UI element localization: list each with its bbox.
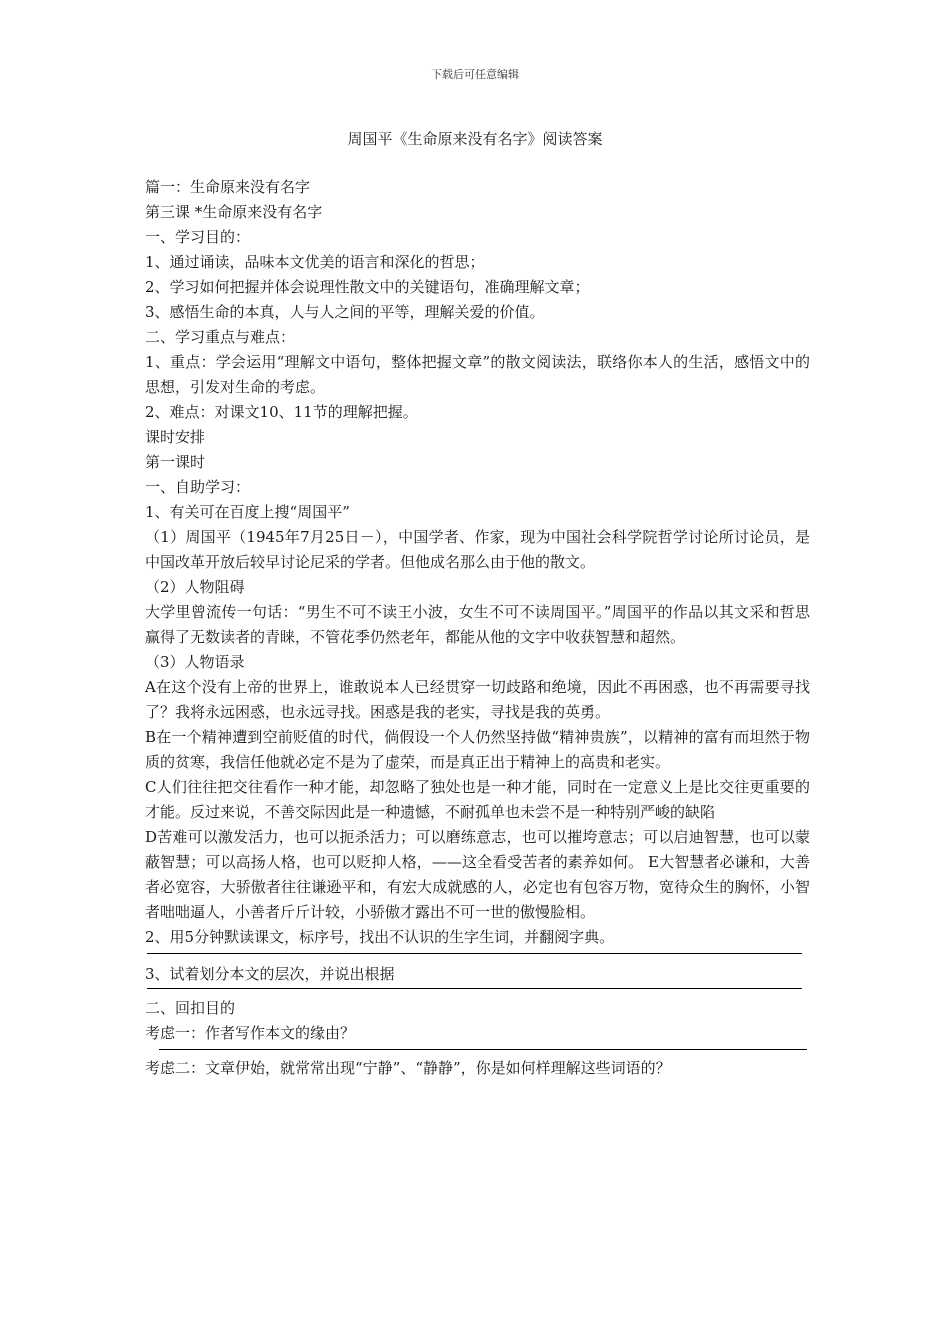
goal-item: 2、学习如何把握并体会说理性散文中的关键语句，准确理解文章； xyxy=(145,278,590,296)
goal-item: 1、通过诵读，品味本文优美的语言和深化的哲思； xyxy=(145,253,485,271)
study-item: 1、有关可在百度上搜“周国平” xyxy=(145,503,350,521)
author-intro: （1）周国平（1945年7月25日－），中国学者、作家，现为中国社会科学院哲学讨论所讨论员，是中国改革开放后较早讨论尼采的学者。但他成名那么由于他的散文。 xyxy=(145,528,810,571)
page-header: 下载后可任意编辑 xyxy=(431,68,519,81)
subheading-quotes: （3）人物语录 xyxy=(145,653,245,671)
answer-blank-line xyxy=(147,953,802,954)
quote-c: C人们往往把交往看作一种才能，却忽略了独处也是一种才能，同时在一定意义上是比交往更重要的才能。反过来说，不善交际因此是一种遗憾，不耐孤单也未尝不是一种特别严峻的缺陷 xyxy=(145,778,810,821)
section-heading: 篇一：生命原来没有名字 xyxy=(145,178,311,196)
subheading-influence: （2）人物阻碍 xyxy=(145,578,245,596)
quote-a: A在这个没有上帝的世界上，谁敢说本人已经贯穿一切歧路和绝境，因此不再困惑，也不再需要寻找了？我将永远困惑，也永远寻找。困惑是我的老实，寻找是我的英勇。 xyxy=(145,678,810,721)
quote-b: B在一个精神遭到空前贬值的时代，倘假设一个人仍然坚持做“精神贵族”，以精神的富有而坦然于物质的贫寒，我信任他就必定不是为了虚荣，而是真正出于精神上的高贵和老实。 xyxy=(145,728,810,771)
influence-paragraph: 大学里曾流传一句话：“男生不可不读王小波，女生不可不读周国平。”周国平的作品以其文采和哲思赢得了无数读者的青睐，不管花季仍然老年，都能从他的文字中收获智慧和超然。 xyxy=(145,603,810,646)
question-one: 考虑一：作者写作本文的缘由？ xyxy=(145,1024,356,1042)
document-title: 周国平《生命原来没有名字》阅读答案 xyxy=(347,130,603,148)
goal-item: 3、感悟生命的本真，人与人之间的平等，理解关爱的价值。 xyxy=(145,303,545,321)
schedule-heading: 课时安排 xyxy=(145,428,206,446)
focus-item: 1、重点：学会运用“理解文中语句，整体把握文章”的散文阅读法，联络你本人的生活，感悟文中的思想，引发对生命的考虑。 xyxy=(145,353,810,396)
focus-item: 2、难点：对课文10、11节的理解把握。 xyxy=(145,403,418,421)
study-item: 2、用5分钟默读课文，标序号，找出不认识的生字生词，并翻阅字典。 xyxy=(145,928,615,946)
answer-blank-line xyxy=(159,1049,807,1050)
document-body xyxy=(145,175,810,1081)
section-heading-review: 二、回扣目的 xyxy=(145,999,236,1017)
lesson-heading: 第三课 *生命原来没有名字 xyxy=(145,203,323,221)
period-heading: 第一课时 xyxy=(145,453,206,471)
quote-d-e: D苦难可以激发活力，也可以扼杀活力；可以磨练意志，也可以摧垮意志；可以启迪智慧，也可以蒙蔽智慧；可以高扬人格，也可以贬抑人格，——这全看受苦者的素养如何。 E大智慧者必谦和，大善者必宽容，大骄傲者往往谦逊平和，有宏大成就感的人，必定也有包容万物，宽待众生的胸怀，小智者咄咄逼人，小善者斤斤计较，小骄傲才露出不可一世的傲慢脸相。 xyxy=(145,828,810,921)
section-heading-goals: 一、学习目的： xyxy=(145,228,251,246)
answer-blank-line xyxy=(147,988,802,989)
section-heading-self-study: 一、自助学习： xyxy=(145,478,251,496)
study-item: 3、试着划分本文的层次，并说出根据 xyxy=(145,965,395,983)
section-heading-focus: 二、学习重点与难点： xyxy=(145,328,296,346)
question-two: 考虑二：文章伊始，就常常出现“宁静”、“静静”，你是如何样理解这些词语的？ xyxy=(145,1059,671,1077)
